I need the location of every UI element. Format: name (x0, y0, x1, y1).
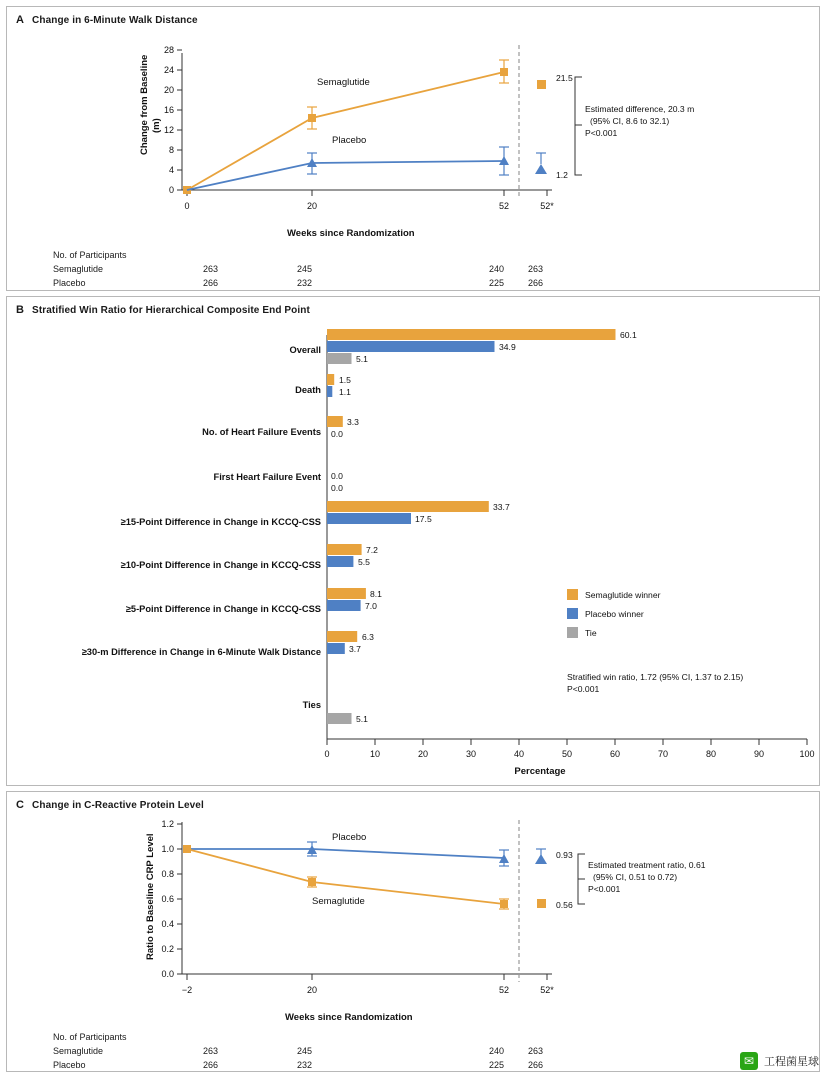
svg-text:0.4: 0.4 (161, 919, 174, 929)
svg-text:Weeks since Randomization: Weeks since Randomization (285, 1012, 413, 1023)
svg-text:20: 20 (417, 749, 429, 759)
svg-text:60.1: 60.1 (620, 330, 637, 340)
svg-text:8: 8 (168, 145, 174, 155)
svg-text:P<0.001: P<0.001 (588, 884, 621, 894)
participants-placebo-1-c: 232 (297, 1060, 313, 1070)
svg-text:(m): (m) (151, 118, 162, 133)
svg-text:40: 40 (513, 749, 525, 759)
svg-text:0: 0 (184, 201, 190, 211)
svg-text:≥30-m Difference in Change in: ≥30-m Difference in Change in 6-Minute Walk Distance (81, 647, 321, 657)
svg-text:Ties: Ties (302, 700, 321, 710)
svg-text:(95% CI, 0.51 to 0.72): (95% CI, 0.51 to 0.72) (593, 872, 678, 882)
svg-text:1.2: 1.2 (556, 170, 568, 180)
svg-text:P<0.001: P<0.001 (567, 684, 600, 694)
svg-text:4: 4 (168, 165, 174, 175)
svg-text:90: 90 (753, 749, 765, 759)
svg-text:Percentage: Percentage (514, 766, 566, 777)
svg-text:20: 20 (306, 201, 318, 211)
participants-row-placebo-label-a: Placebo (53, 278, 86, 288)
panel-b (6, 296, 820, 786)
panel-a (6, 6, 820, 291)
svg-text:17.5: 17.5 (415, 514, 432, 524)
svg-text:52*: 52* (540, 985, 554, 995)
panel-b-title: Stratified Win Ratio for Hierarchical Composite End Point (32, 305, 310, 316)
participants-header-c: No. of Participants (53, 1032, 127, 1042)
participants-placebo-0-a: 266 (203, 278, 219, 288)
svg-text:Estimated difference, 20.3 m: Estimated difference, 20.3 m (585, 104, 695, 114)
svg-text:16: 16 (163, 105, 174, 115)
svg-text:24: 24 (163, 65, 174, 75)
svg-text:0.0: 0.0 (331, 471, 343, 481)
panel-c-chart (7, 792, 821, 1073)
panel-a-title: Change in 6-Minute Walk Distance (32, 15, 198, 26)
svg-text:0.56: 0.56 (556, 900, 573, 910)
participants-sema-1-a: 245 (297, 264, 313, 274)
svg-text:0.0: 0.0 (331, 429, 343, 439)
svg-text:1.2: 1.2 (161, 819, 174, 829)
participants-row-placebo-label-c: Placebo (53, 1060, 86, 1070)
svg-text:−2: −2 (181, 985, 193, 995)
participants-placebo-3-a: 266 (528, 278, 544, 288)
svg-text:Placebo: Placebo (332, 832, 367, 843)
svg-text:52: 52 (498, 985, 510, 995)
svg-text:21.5: 21.5 (556, 73, 573, 83)
svg-text:0: 0 (168, 185, 174, 195)
participants-sema-2-a: 240 (489, 264, 505, 274)
svg-text:20: 20 (163, 85, 174, 95)
svg-text:(95% CI, 8.6 to 32.1): (95% CI, 8.6 to 32.1) (590, 116, 670, 126)
svg-text:0.8: 0.8 (161, 869, 174, 879)
participants-placebo-0-c: 266 (203, 1060, 219, 1070)
svg-text:28: 28 (163, 45, 174, 55)
svg-text:1.5: 1.5 (339, 375, 351, 385)
participants-sema-3-a: 263 (528, 264, 544, 274)
svg-text:70: 70 (657, 749, 669, 759)
svg-text:Semaglutide: Semaglutide (312, 896, 365, 907)
svg-text:≥15-Point Difference in Change: ≥15-Point Difference in Change in KCCQ-CSS (120, 517, 321, 527)
panel-a-chart (7, 7, 821, 292)
participants-placebo-2-a: 225 (489, 278, 505, 288)
participants-placebo-2-c: 225 (489, 1060, 505, 1070)
svg-text:0.6: 0.6 (161, 894, 174, 904)
participants-row-sema-label-c: Semaglutide (53, 1046, 104, 1056)
svg-text:Semaglutide winner: Semaglutide winner (585, 590, 661, 600)
svg-text:52*: 52* (540, 201, 554, 211)
panel-c-letter: C (16, 799, 25, 811)
svg-text:Placebo winner: Placebo winner (585, 609, 644, 619)
panel-b-letter: B (16, 304, 25, 316)
svg-text:3.3: 3.3 (347, 417, 359, 427)
svg-text:Ratio to Baseline CRP Level: Ratio to Baseline CRP Level (145, 833, 156, 960)
participants-placebo-3-c: 266 (528, 1060, 544, 1070)
wechat-icon: ✉ (740, 1052, 758, 1070)
participants-sema-0-a: 263 (203, 264, 219, 274)
svg-text:P<0.001: P<0.001 (585, 128, 618, 138)
svg-text:Placebo: Placebo (332, 135, 367, 146)
svg-text:10: 10 (369, 749, 381, 759)
svg-text:0.0: 0.0 (161, 969, 174, 979)
svg-text:0: 0 (324, 749, 330, 759)
svg-text:100: 100 (799, 749, 815, 759)
participants-placebo-1-a: 232 (297, 278, 313, 288)
svg-text:0.2: 0.2 (161, 944, 174, 954)
svg-text:≥5-Point Difference in Change: ≥5-Point Difference in Change in KCCQ-CSS (125, 604, 321, 614)
svg-text:8.1: 8.1 (370, 589, 382, 599)
svg-text:0.0: 0.0 (331, 483, 343, 493)
svg-text:1.1: 1.1 (339, 387, 351, 397)
svg-text:Death: Death (295, 385, 321, 395)
participants-sema-3-c: 263 (528, 1046, 544, 1056)
watermark-text: 工程菌星球 (764, 1056, 819, 1068)
svg-text:Change from Baseline: Change from Baseline (139, 54, 150, 155)
participants-header-a: No. of Participants (53, 250, 127, 260)
svg-text:Estimated treatment ratio, 0.6: Estimated treatment ratio, 0.61 (588, 860, 706, 870)
svg-text:5.5: 5.5 (358, 557, 370, 567)
svg-text:7.0: 7.0 (365, 601, 377, 611)
svg-text:30: 30 (465, 749, 477, 759)
svg-text:≥10-Point Difference in Change: ≥10-Point Difference in Change in KCCQ-CSS (120, 560, 321, 570)
svg-text:Semaglutide: Semaglutide (317, 77, 370, 88)
svg-text:52: 52 (498, 201, 510, 211)
svg-text:First Heart Failure Event: First Heart Failure Event (213, 472, 321, 482)
svg-text:5.1: 5.1 (356, 354, 368, 364)
svg-text:34.9: 34.9 (499, 342, 516, 352)
svg-text:12: 12 (163, 125, 174, 135)
svg-text:33.7: 33.7 (493, 502, 510, 512)
panel-c (6, 791, 820, 1072)
watermark (740, 1052, 819, 1070)
svg-text:20: 20 (306, 985, 318, 995)
svg-text:1.0: 1.0 (161, 844, 174, 854)
svg-text:3.7: 3.7 (349, 644, 361, 654)
svg-text:5.1: 5.1 (356, 714, 368, 724)
svg-text:50: 50 (561, 749, 573, 759)
participants-sema-0-c: 263 (203, 1046, 219, 1056)
panel-b-chart (7, 297, 821, 787)
participants-sema-2-c: 240 (489, 1046, 505, 1056)
panel-a-letter: A (16, 14, 25, 26)
svg-text:80: 80 (705, 749, 717, 759)
participants-row-sema-label-a: Semaglutide (53, 264, 104, 274)
svg-text:Tie: Tie (585, 628, 597, 638)
participants-sema-1-c: 245 (297, 1046, 313, 1056)
svg-text:Weeks since Randomization: Weeks since Randomization (287, 228, 415, 239)
svg-text:6.3: 6.3 (362, 632, 374, 642)
svg-text:7.2: 7.2 (366, 545, 378, 555)
svg-text:Overall: Overall (289, 345, 321, 355)
svg-text:0.93: 0.93 (556, 850, 573, 860)
svg-text:Stratified win ratio, 1.72 (95: Stratified win ratio, 1.72 (95% CI, 1.37 to 2.15) (567, 672, 744, 682)
svg-text:No. of Heart Failure Events: No. of Heart Failure Events (202, 427, 321, 437)
svg-text:60: 60 (609, 749, 621, 759)
panel-c-title: Change in C-Reactive Protein Level (32, 800, 204, 811)
